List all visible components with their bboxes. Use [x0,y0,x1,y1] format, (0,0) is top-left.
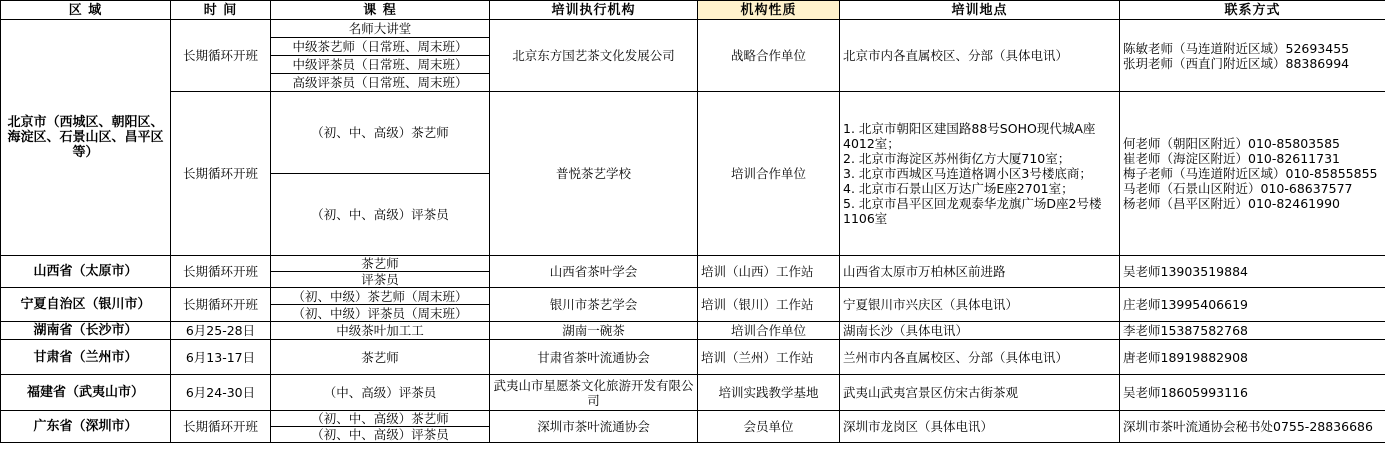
table-row [1,256,1385,272]
nature-cell: 培训实践教学基地 [698,375,840,411]
region-guangdong: 广东省（深圳市） [1,411,171,443]
course-cell: （中、高级）评茶员 [271,375,490,411]
time-cell: 长期循环开班 [171,92,271,256]
region-fujian: 福建省（武夷山市） [1,375,171,411]
time-cell: 长期循环开班 [171,411,271,443]
place-cell: 湖南长沙（具体电讯） [840,322,1120,340]
course-cell: （初、中级）评茶员（周末班） [271,305,490,322]
table-row [1,340,1385,375]
header-course: 课 程 [271,1,490,20]
contact-cell: 庄老师13995406619 [1120,288,1385,322]
place-cell: 武夷山武夷宫景区仿宋古街茶观 [840,375,1120,411]
time-cell: 长期循环开班 [171,20,271,92]
time-cell: 6月25-28日 [171,322,271,340]
table-row [1,92,1385,174]
course-cell: 茶艺师 [271,340,490,375]
org-cell: 普悦茶艺学校 [490,92,698,256]
contact-cell: 陈敏老师（马连道附近区域）52693455 张玥老师（西直门附近区域）88386994 [1120,20,1385,92]
contact-cell: 何老师（朝阳区附近）010-85803585 崔老师（海淀区附近）010-82611731 梅子老师（马连道附近区域）010-85855855 马老师（石景山区附近）010-68637577 杨老师（昌平区附近）010-82461990 [1120,92,1385,256]
time-cell: 6月24-30日 [171,375,271,411]
course-cell: 评茶员 [271,272,490,288]
header-region: 区 域 [1,1,171,20]
nature-cell: 培训（银川）工作站 [698,288,840,322]
contact-cell: 唐老师18919882908 [1120,340,1385,375]
course-cell: 中级茶艺师（日常班、周末班） [271,38,490,56]
time-cell: 长期循环开班 [171,256,271,288]
nature-cell: 会员单位 [698,411,840,443]
nature-cell: 战略合作单位 [698,20,840,92]
table-row [1,375,1385,411]
course-cell: （初、中级）茶艺师（周末班） [271,288,490,305]
place-cell: 北京市内各直属校区、分部（具体电讯） [840,20,1120,92]
region-gansu: 甘肃省（兰州市） [1,340,171,375]
header-org: 培训执行机构 [490,1,698,20]
place-cell: 深圳市龙岗区（具体电讯） [840,411,1120,443]
org-cell: 湖南一碗茶 [490,322,698,340]
header-place: 培训地点 [840,1,1120,20]
org-cell: 武夷山市星愿茶文化旅游开发有限公司 [490,375,698,411]
region-hunan: 湖南省（长沙市） [1,322,171,340]
place-cell: 兰州市内各直属校区、分部（具体电讯） [840,340,1120,375]
header-row [1,1,1385,20]
course-cell: （初、中、高级）茶艺师 [271,92,490,174]
course-cell: （初、中、高级）茶艺师 [271,411,490,427]
place-cell: 宁夏银川市兴庆区（具体电讯） [840,288,1120,322]
nature-cell: 培训合作单位 [698,92,840,256]
course-cell: 中级茶叶加工工 [271,322,490,340]
header-nature: 机构性质 [698,1,840,20]
course-cell: （初、中、高级）评茶员 [271,174,490,256]
org-cell: 北京东方国艺茶文化发展公司 [490,20,698,92]
org-cell: 山西省茶叶学会 [490,256,698,288]
region-shanxi: 山西省（太原市） [1,256,171,288]
nature-cell: 培训（山西）工作站 [698,256,840,288]
course-cell: 名师大讲堂 [271,20,490,38]
course-cell: 茶艺师 [271,256,490,272]
contact-cell: 深圳市茶叶流通协会秘书处0755-28836686 [1120,411,1385,443]
place-cell: 1. 北京市朝阳区建国路88号SOHO现代城A座4012室； 2. 北京市海淀区苏州街亿方大厦710室； 3. 北京市西城区马连道格调小区3号楼底商； 4. 北京市石景山区万达广场E座2701室； 5. 北京市昌平区回龙观泰华龙旗广场D座2号楼1106室 [840,92,1120,256]
nature-cell: 培训合作单位 [698,322,840,340]
contact-cell: 吴老师13903519884 [1120,256,1385,288]
region-beijing: 北京市（西城区、朝阳区、海淀区、石景山区、昌平区等） [1,20,171,256]
table-row [1,288,1385,305]
contact-cell: 吴老师18605993116 [1120,375,1385,411]
table-row [1,322,1385,340]
course-cell: 中级评茶员（日常班、周末班） [271,56,490,74]
header-time: 时 间 [171,1,271,20]
course-cell: 高级评茶员（日常班、周末班） [271,74,490,92]
org-cell: 甘肃省茶叶流通协会 [490,340,698,375]
org-cell: 银川市茶艺学会 [490,288,698,322]
org-cell: 深圳市茶叶流通协会 [490,411,698,443]
course-cell: （初、中、高级）评茶员 [271,427,490,443]
nature-cell: 培训（兰州）工作站 [698,340,840,375]
table-row [1,20,1385,38]
contact-cell: 李老师15387582768 [1120,322,1385,340]
table-row [1,411,1385,427]
header-contact: 联系方式 [1120,1,1385,20]
time-cell: 6月13-17日 [171,340,271,375]
region-ningxia: 宁夏自治区（银川市） [1,288,171,322]
time-cell: 长期循环开班 [171,288,271,322]
place-cell: 山西省太原市万柏林区前进路 [840,256,1120,288]
